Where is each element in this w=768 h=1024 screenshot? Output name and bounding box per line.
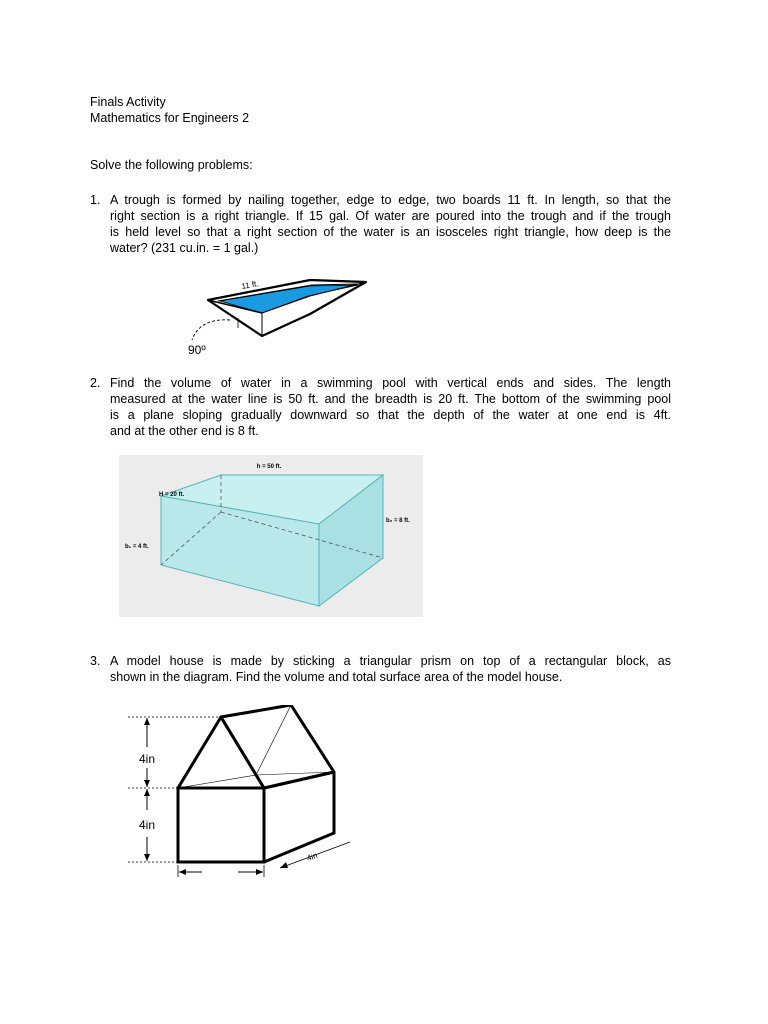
dimension-arrowhead bbox=[179, 869, 186, 875]
problem-3-line: A model house is made by sticking a triangular prism on top of a rectangular block, as bbox=[110, 654, 671, 668]
block-front-face bbox=[178, 788, 264, 862]
problem-2-line: Find the volume of water in a swimming pool with vertical ends and sides. The length bbox=[110, 376, 671, 390]
pool-depth1-label: b₁ = 4 ft. bbox=[125, 544, 149, 550]
dimension-arrowhead bbox=[256, 869, 263, 875]
depth-label: 4in bbox=[305, 850, 319, 863]
dimension-arrowhead bbox=[144, 854, 150, 861]
dimension-arrowhead bbox=[280, 862, 288, 868]
pool-depth2-label: b₂ = 8 ft. bbox=[386, 518, 410, 524]
page-title: Finals Activity bbox=[90, 95, 166, 109]
problem-1-line: A trough is formed by nailing together, edge to edge, two boards 11 ft. In length, so that the bbox=[110, 193, 671, 207]
pool-figure bbox=[119, 455, 423, 617]
pool-breadth-label: H = 20 ft. bbox=[159, 492, 185, 498]
dimension-arrowhead bbox=[144, 789, 150, 796]
model-house-figure bbox=[120, 705, 360, 885]
problem-2-text bbox=[110, 375, 671, 439]
problem-2-line: measured at the water line is 50 ft. and the breadth is 20 ft. The bottom of the swimming pool bbox=[110, 392, 671, 406]
block-height-label: 4in bbox=[138, 818, 156, 832]
problem-1-line: is held level so that a right section of the water is an isosceles right triangle, how deep is the bbox=[110, 225, 671, 239]
problem-3-text bbox=[110, 653, 671, 685]
problem-2-line: and at the other end is 8 ft. bbox=[110, 424, 259, 438]
problem-1-line: water? (231 cu.in. = 1 gal.) bbox=[110, 241, 259, 255]
problem-1-text bbox=[110, 192, 671, 256]
problem-2-line: is a plane sloping gradually downward so that the depth of the water at one end is 4ft. bbox=[110, 408, 671, 422]
dimension-arrowhead bbox=[144, 780, 150, 787]
course-name: Mathematics for Engineers 2 bbox=[90, 111, 250, 125]
right-angle-arc bbox=[192, 320, 230, 340]
problem-2-number: 2. bbox=[90, 376, 101, 390]
problem-1-line: right section is a right triangle. If 15 gal. Of water are poured into the trough and if the trough bbox=[110, 209, 671, 223]
roof-height-label: 4in bbox=[138, 752, 156, 766]
trough-length-label: 11 ft. bbox=[240, 279, 260, 291]
pool-length-label: h = 50 ft. bbox=[256, 464, 282, 470]
angle-label: 90º bbox=[188, 343, 206, 357]
problem-3-number: 3. bbox=[90, 654, 101, 668]
trough-figure bbox=[180, 268, 380, 360]
dimension-arrowhead bbox=[144, 718, 150, 725]
problem-3-line: shown in the diagram. Find the volume and total surface area of the model house. bbox=[110, 670, 563, 684]
instructions: Solve the following problems: bbox=[90, 158, 253, 172]
problem-1-number: 1. bbox=[90, 193, 101, 207]
